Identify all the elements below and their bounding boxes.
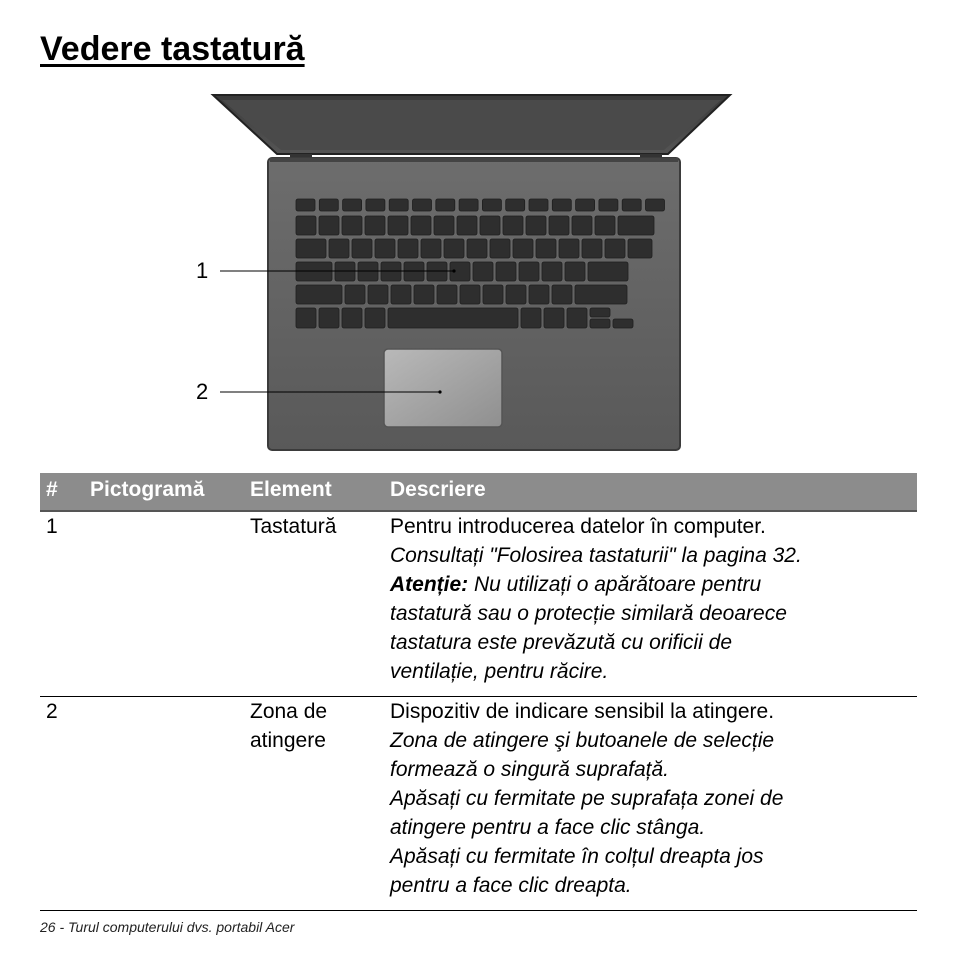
keyboard-key xyxy=(473,262,493,281)
description-italic-line: Apăsați cu fermitate în colțul dreapta jos xyxy=(390,845,764,868)
note-line: tastatură sau o protecție similară deoarece xyxy=(390,602,787,625)
keyboard-key xyxy=(365,308,385,328)
keyboard-key xyxy=(552,199,571,211)
row-element xyxy=(250,697,380,755)
page-footer: 26 - Turul computerului dvs. portabil Acer xyxy=(40,919,295,935)
keyboard-key xyxy=(342,216,362,235)
table-row xyxy=(40,696,917,911)
keyboard-key xyxy=(567,308,587,328)
keyboard-key xyxy=(398,239,418,258)
row-number: 2 xyxy=(46,700,58,723)
element-line: Zona de xyxy=(250,700,328,723)
keyboard-key xyxy=(413,199,432,211)
row-description xyxy=(390,697,915,900)
keyboard-key xyxy=(296,285,342,304)
description-italic-line: pentru a face clic dreapta. xyxy=(390,874,632,897)
keyboard-key xyxy=(582,239,602,258)
keyboard-key xyxy=(319,199,338,211)
keyboard-key xyxy=(646,199,665,211)
keyboard-key xyxy=(329,239,349,258)
keyboard-key xyxy=(599,199,618,211)
note-line xyxy=(390,570,915,599)
keyboard-key xyxy=(552,285,572,304)
keyboard-key xyxy=(414,285,434,304)
note-label: Atenție: xyxy=(390,573,469,596)
keyboard-key xyxy=(622,199,641,211)
description-italic-line: atingere pentru a face clic stânga. xyxy=(390,816,706,839)
keyboard-key xyxy=(434,216,454,235)
keyboard-key xyxy=(521,308,541,328)
keyboard-key xyxy=(296,216,316,235)
header-element: Element xyxy=(250,478,332,501)
keyboard-key xyxy=(296,239,326,258)
keyboard-key xyxy=(388,216,408,235)
keyboard-key xyxy=(628,239,652,258)
keyboard-key xyxy=(506,285,526,304)
description-line: Dispozitiv de indicare sensibil la atingere. xyxy=(390,700,775,723)
keyboard-key xyxy=(296,308,316,328)
keyboard-key xyxy=(366,199,385,211)
keyboard-key xyxy=(319,308,339,328)
keyboard-key xyxy=(368,285,388,304)
description-italic-line: Apăsați cu fermitate pe suprafața zonei de xyxy=(390,787,784,810)
keyboard-key xyxy=(483,285,503,304)
keyboard-key xyxy=(457,216,477,235)
keyboard-key xyxy=(436,199,455,211)
note-line: tastatura este prevăzută cu orificii de xyxy=(390,631,733,654)
keyboard-key xyxy=(319,216,339,235)
keyboard-key xyxy=(460,285,480,304)
keyboard-key xyxy=(529,285,549,304)
keyboard-key xyxy=(544,308,564,328)
note-line: ventilație, pentru răcire. xyxy=(390,660,609,683)
keyboard-key xyxy=(536,239,556,258)
keyboard-key xyxy=(388,308,518,328)
keyboard-key xyxy=(482,199,501,211)
keyboard-key xyxy=(613,319,633,328)
keyboard-key xyxy=(459,199,478,211)
note-text: Nu utilizați o apărătoare pentru xyxy=(468,573,762,596)
cross-reference: Consultați "Folosirea tastaturii" la pagina 32. xyxy=(390,544,802,567)
keyboard-key xyxy=(572,216,592,235)
keyboard-key xyxy=(542,262,562,281)
callout-2: 2 xyxy=(196,379,209,404)
row-description xyxy=(390,512,915,686)
keyboard-key xyxy=(343,199,362,211)
keyboard-key xyxy=(618,216,654,235)
keyboard-key xyxy=(352,239,372,258)
keyboard-key xyxy=(506,199,525,211)
keyboard-key xyxy=(549,216,569,235)
keyboard-key xyxy=(490,239,510,258)
header-description: Descriere xyxy=(390,478,486,501)
page-title: Vedere tastatură xyxy=(40,30,305,68)
callout-1: 1 xyxy=(196,258,209,283)
description-line: Pentru introducerea datelor în computer. xyxy=(390,515,766,538)
keyboard-key xyxy=(444,239,464,258)
laptop-keyboard-illustration xyxy=(150,88,790,458)
keyboard-key xyxy=(595,216,615,235)
keyboard-key xyxy=(421,239,441,258)
keyboard-key xyxy=(590,308,610,317)
keyboard-key xyxy=(526,216,546,235)
table-row xyxy=(40,512,917,696)
keyboard-key xyxy=(411,216,431,235)
keyboard-key xyxy=(590,319,610,328)
description-italic-line: formează o singură suprafață. xyxy=(390,758,669,781)
keyboard-key xyxy=(467,239,487,258)
keyboard-key xyxy=(503,216,523,235)
table-header xyxy=(40,473,917,512)
components-table xyxy=(40,473,917,897)
keyboard-key xyxy=(391,285,411,304)
keyboard-key xyxy=(588,262,628,281)
header-icon: Pictogramă xyxy=(90,478,205,501)
keyboard-key xyxy=(605,239,625,258)
keyboard-key xyxy=(375,239,395,258)
keyboard-key xyxy=(565,262,585,281)
keyboard-key xyxy=(342,308,362,328)
keyboard-key xyxy=(365,216,385,235)
table-bottom-rule xyxy=(40,910,917,911)
keyboard-key xyxy=(437,285,457,304)
keyboard-key xyxy=(480,216,500,235)
keyboard-key xyxy=(389,199,408,211)
keyboard-key xyxy=(576,199,595,211)
keyboard-key xyxy=(513,239,533,258)
header-number: # xyxy=(46,478,58,501)
keyboard-key xyxy=(496,262,516,281)
element-line: atingere xyxy=(250,729,326,752)
keyboard-key xyxy=(529,199,548,211)
keyboard-key xyxy=(559,239,579,258)
row-element: Tastatură xyxy=(250,515,337,538)
keyboard-key xyxy=(519,262,539,281)
keyboard-key xyxy=(296,199,315,211)
keyboard-key xyxy=(345,285,365,304)
description-italic-line: Zona de atingere şi butoanele de selecție xyxy=(390,729,775,752)
keyboard-key xyxy=(575,285,627,304)
row-number: 1 xyxy=(46,515,58,538)
